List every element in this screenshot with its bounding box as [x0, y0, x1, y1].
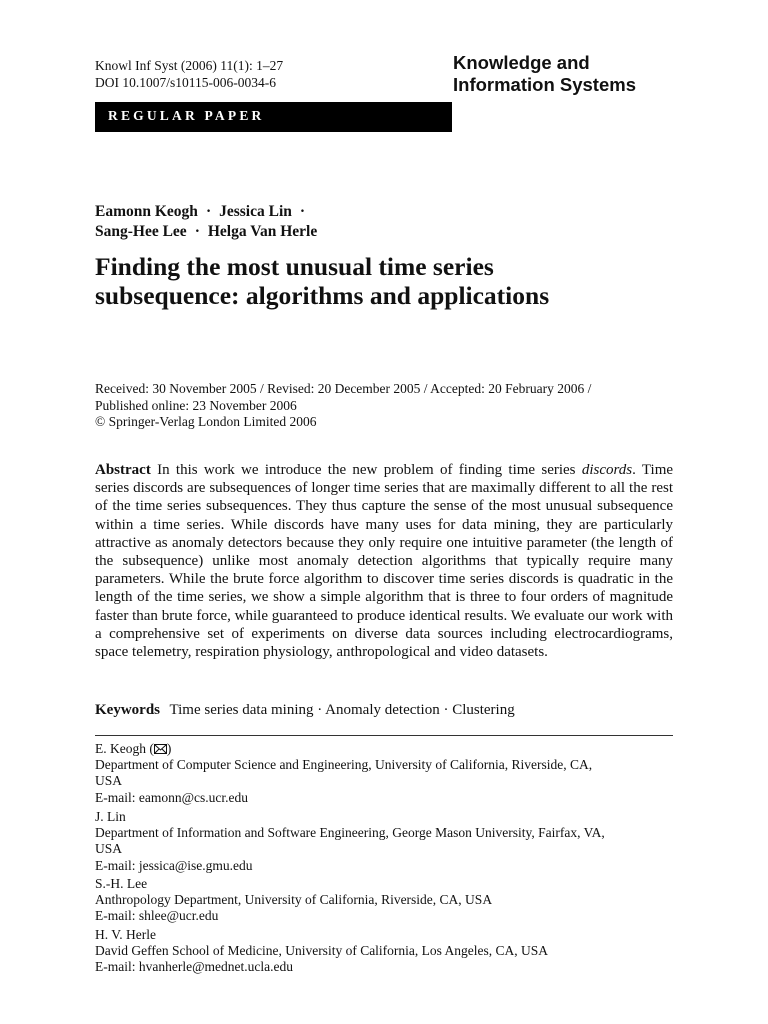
- author-name: Sang-Hee Lee: [95, 223, 187, 240]
- affiliation-email[interactable]: E-mail: hvanherle@mednet.ucla.edu: [95, 959, 293, 975]
- copyright: © Springer-Verlag London Limited 2006: [95, 414, 317, 429]
- history-dates: Received: 30 November 2005 / Revised: 20 December 2005 / Accepted: 20 February 2006 /: [95, 381, 592, 396]
- abstract-italic-term: discords: [581, 462, 633, 478]
- author-line-1: [95, 202, 317, 222]
- publication-dates: [95, 381, 591, 431]
- journal-name-line2: Information Systems: [453, 74, 636, 95]
- author-separator: ·: [299, 203, 306, 220]
- doi: DOI 10.1007/s10115-006-0034-6: [95, 75, 276, 90]
- affiliation-country: USA: [95, 773, 123, 789]
- abstract-text-rest: . Time series discords are subsequences of longer time series that are maximally different to all the rest of the time series subsequences. They thus capture the sense of the most unusual subsequence within a time series. While discords have many uses for data mining, they are particularly attractive as anomaly detectors because they only require one intuitive parameter (the length of the subsequence) unlike most anomaly detection algorithms that typically require many parameters. While the brute force algorithm to discover time series discords is quadratic in the length of the time series, we show a simple algorithm that is three to four orders of magnitude faster than brute force, while guaranteed to produce identical results. We evaluate our work with a comprehensive set of experiments on diverse data sources including electrocardiograms, space telemetry, respiration physiology, anthropological and video datasets.: [95, 462, 674, 661]
- paper-type-banner: [95, 102, 452, 132]
- affiliation-lin: [95, 809, 675, 874]
- keywords-label: Keywords: [95, 702, 160, 718]
- affiliation-name: J. Lin: [95, 809, 126, 824]
- paper-type-label: REGULAR PAPER: [108, 108, 265, 123]
- affiliation-herle: [95, 927, 675, 976]
- affiliation-name-close: ): [166, 741, 172, 756]
- journal-name-line1: Knowledge and: [453, 52, 590, 73]
- author-name: Eamonn Keogh: [95, 203, 198, 220]
- paper-title: [95, 252, 715, 310]
- title-line-2: subsequence: algorithms and applications: [95, 281, 550, 310]
- abstract: [95, 461, 673, 661]
- affiliation-lee: [95, 876, 675, 925]
- affiliation-name-line: [95, 741, 675, 757]
- affiliation-name: S.-H. Lee: [95, 876, 148, 891]
- affiliation-keogh: [95, 741, 675, 806]
- affiliation-department: Anthropology Department, University of California, Riverside, CA, USA: [95, 892, 493, 908]
- affiliation-email[interactable]: E-mail: eamonn@cs.ucr.edu: [95, 789, 249, 805]
- keywords: [95, 701, 515, 719]
- affiliation-department: David Geffen School of Medicine, University of California, Los Angeles, CA, USA: [95, 943, 549, 959]
- keywords-text: Time series data mining · Anomaly detection · Clustering: [169, 702, 515, 718]
- author-separator: ·: [194, 223, 200, 240]
- journal-name: [453, 52, 636, 96]
- affiliation-department: Department of Information and Software Engineering, George Mason University, Fairfax, VA,: [95, 825, 605, 841]
- footnote-rule: [95, 735, 673, 736]
- author-name: Helga Van Herle: [207, 223, 318, 240]
- affiliation-email[interactable]: E-mail: jessica@ise.gmu.edu: [95, 857, 253, 873]
- author-name: Jessica Lin: [219, 203, 292, 220]
- author-line-2: [95, 222, 317, 242]
- affiliation-department: Department of Computer Science and Engineering, University of California, Riverside, CA,: [95, 757, 593, 773]
- journal-reference: [95, 57, 283, 91]
- title-line-1: Finding the most unusual time series: [95, 252, 494, 281]
- envelope-icon: [154, 744, 167, 754]
- published-online: Published online: 23 November 2006: [95, 397, 297, 413]
- journal-citation: Knowl Inf Syst (2006) 11(1): 1–27: [95, 58, 284, 73]
- affiliation-email[interactable]: E-mail: shlee@ucr.edu: [95, 908, 219, 924]
- affiliation-name: E. Keogh (: [95, 741, 154, 756]
- affiliation-country: USA: [95, 841, 123, 857]
- abstract-label: Abstract: [95, 462, 151, 478]
- affiliation-name: H. V. Herle: [95, 927, 156, 942]
- author-separator: ·: [205, 203, 212, 220]
- abstract-text-start: In this work we introduce the new problem of finding time series: [157, 462, 576, 478]
- author-list: [95, 202, 317, 242]
